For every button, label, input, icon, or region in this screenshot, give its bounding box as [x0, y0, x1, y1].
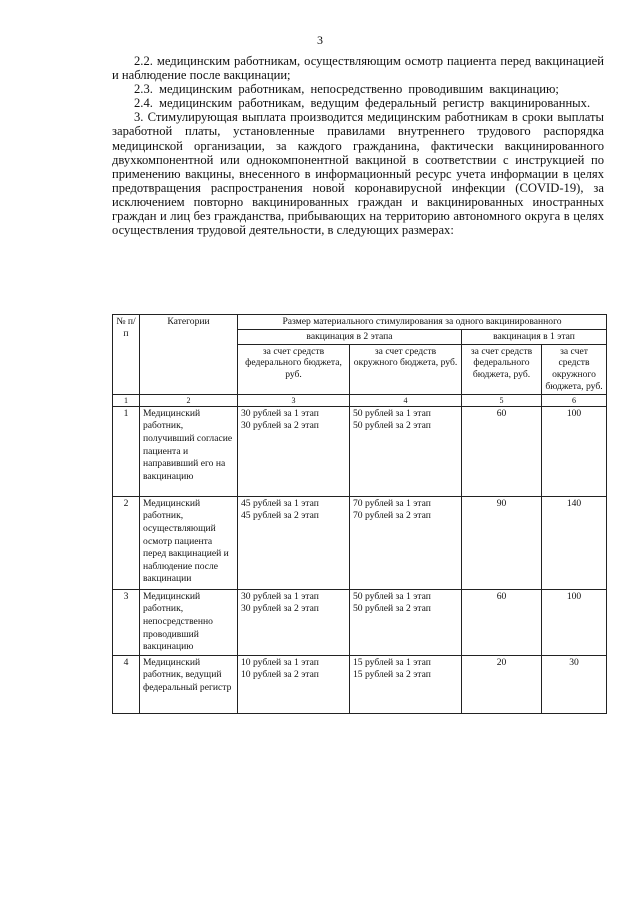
row-regional-two-stage: [350, 496, 462, 589]
column-number: 2: [140, 394, 238, 406]
page-number: 3: [317, 33, 323, 47]
stage-1-amount: 50 рублей за 1 этап: [353, 590, 431, 602]
column-number-row: [113, 394, 607, 406]
stage-1-amount: 50 рублей за 1 этап: [353, 407, 431, 419]
stage-1-amount: 30 рублей за 1 этап: [241, 407, 319, 419]
stage-1-amount: 45 рублей за 1 этап: [241, 497, 319, 509]
row-regional-one-stage: 30: [542, 655, 607, 713]
row-federal-one-stage: 90: [462, 496, 542, 589]
stage-2-amount: 15 рублей за 2 этап: [353, 668, 431, 680]
row-category: Медицинский работник, осуществляющий осмотр пациента перед вакцинацией и наблюдение после вакцинации: [140, 496, 238, 589]
header-two-stage: вакцинация в 2 этапа: [238, 329, 462, 344]
table-row: [113, 406, 607, 496]
row-federal-one-stage: 20: [462, 655, 542, 713]
row-category: Медицинский работник, получивший согласие пациента и направивший его на вакцинацию: [140, 406, 238, 496]
table-row: [113, 496, 607, 589]
stage-2-amount: 50 рублей за 2 этап: [353, 602, 431, 614]
row-federal-two-stage: [238, 655, 350, 713]
header-federal-two-stage: за счет средств федерального бюджета, руб.: [238, 344, 350, 394]
stage-2-amount: 30 рублей за 2 этап: [241, 419, 319, 431]
header-size: Размер материального стимулирования за одного вакцинированного: [238, 315, 607, 330]
row-federal-two-stage: [238, 496, 350, 589]
header-number: № п/п: [113, 315, 140, 395]
row-federal-one-stage: 60: [462, 406, 542, 496]
table-row: [113, 655, 607, 713]
stage-2-amount: 30 рублей за 2 этап: [241, 602, 319, 614]
header-one-stage: вакцинация в 1 этап: [462, 329, 607, 344]
clause-3: 3. Стимулирующая выплата производится медицинским работникам в сроки выплаты заработной платы, установленные правилами внутреннего трудового распорядка медицинской организации, за каждого гражданина, фактически вакцинированного двухкомпонентной или однокомпонентной вакциной в соответствии с инструкцией по применению вакцины, внесенного в информационный ресурс учета информации в целях предотвращения распространения новой коронавирусной инфекции (COVID-19), за исключением повторно вакцинированных граждан и вакцинированных иностранных граждан и лиц без гражданства, прибывающих на территорию автономного округа в целях осуществления трудовой деятельности, в следующих размерах:: [112, 110, 604, 238]
stage-1-amount: 15 рублей за 1 этап: [353, 656, 431, 668]
header-regional-one-stage: за счет средств окружного бюджета, руб.: [542, 344, 607, 394]
column-number: 5: [462, 394, 542, 406]
row-regional-two-stage: [350, 655, 462, 713]
row-regional-one-stage: 100: [542, 589, 607, 655]
clause-2-4: 2.4. медицинским работникам, ведущим федеральный регистр вакцинированных.: [134, 96, 591, 111]
row-regional-two-stage: [350, 406, 462, 496]
row-number: 2: [113, 496, 140, 589]
row-number: 4: [113, 655, 140, 713]
row-number: 3: [113, 589, 140, 655]
payment-rates-table: [112, 314, 607, 714]
clause-2-2: 2.2. медицинским работникам, осуществляющим осмотр пациента перед вакцинацией и наблюдение после вакцинации;: [112, 54, 604, 83]
column-number: 1: [113, 394, 140, 406]
row-category: Медицинский работник, непосредственно проводивший вакцинацию: [140, 589, 238, 655]
row-regional-two-stage: [350, 589, 462, 655]
header-regional-two-stage: за счет средств окружного бюджета, руб.: [350, 344, 462, 394]
row-regional-one-stage: 140: [542, 496, 607, 589]
header-row-1: [113, 315, 607, 330]
header-category: Категории: [140, 315, 238, 395]
clause-2-3: 2.3. медицинским работникам, непосредственно проводившим вакцинацию;: [134, 82, 559, 97]
row-number: 1: [113, 406, 140, 496]
row-federal-two-stage: [238, 589, 350, 655]
stage-1-amount: 30 рублей за 1 этап: [241, 590, 319, 602]
header-federal-one-stage: за счет средств федерального бюджета, руб.: [462, 344, 542, 394]
stage-2-amount: 50 рублей за 2 этап: [353, 419, 431, 431]
stage-2-amount: 70 рублей за 2 этап: [353, 509, 431, 521]
column-number: 3: [238, 394, 350, 406]
column-number: 6: [542, 394, 607, 406]
table-row: [113, 589, 607, 655]
column-number: 4: [350, 394, 462, 406]
stage-2-amount: 10 рублей за 2 этап: [241, 668, 319, 680]
row-regional-one-stage: 100: [542, 406, 607, 496]
row-federal-two-stage: [238, 406, 350, 496]
document-body: [112, 54, 604, 237]
row-federal-one-stage: 60: [462, 589, 542, 655]
stage-2-amount: 45 рублей за 2 этап: [241, 509, 319, 521]
row-category: Медицинский работник, ведущий федеральный регистр: [140, 655, 238, 713]
stage-1-amount: 70 рублей за 1 этап: [353, 497, 431, 509]
stage-1-amount: 10 рублей за 1 этап: [241, 656, 319, 668]
